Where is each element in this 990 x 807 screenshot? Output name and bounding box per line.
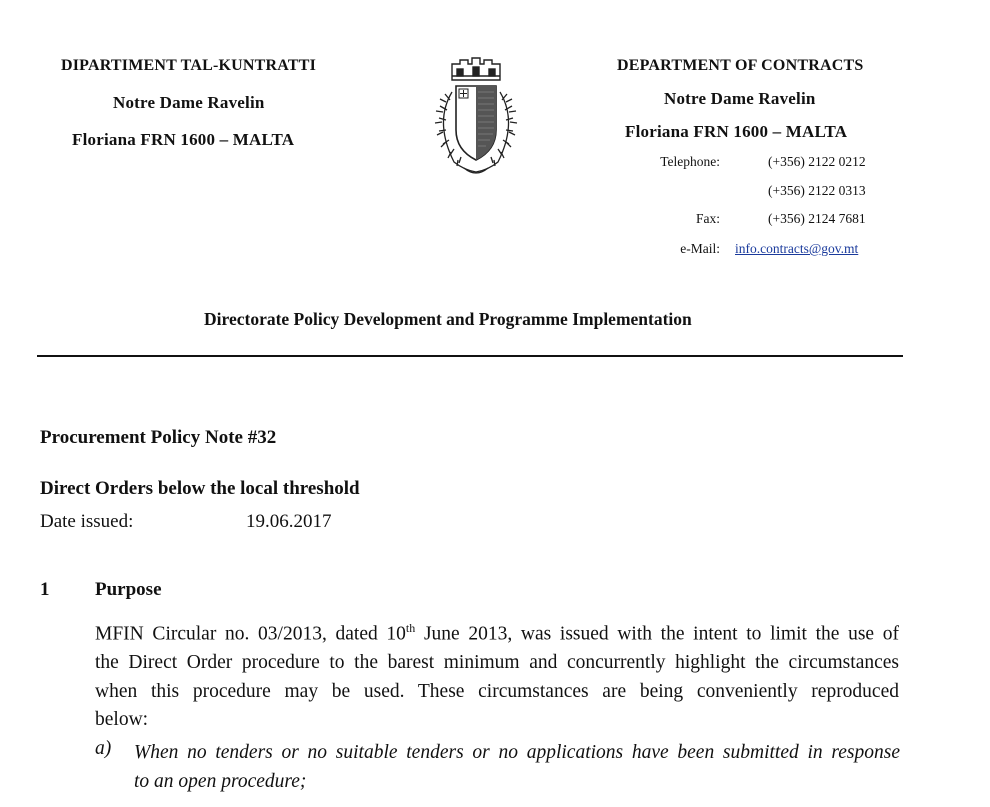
telephone-2: (+356) 2122 0313	[768, 183, 866, 198]
note-subject: Direct Orders below the local threshold	[40, 478, 360, 499]
fax-label: Fax:	[695, 211, 720, 226]
header-left-city: Floriana FRN 1600 – MALTA	[72, 130, 295, 149]
purpose-line-4: below:	[95, 709, 149, 730]
email-label: e-Mail:	[680, 241, 720, 256]
list-marker-a: a)	[95, 738, 112, 759]
purpose-line-1: MFIN Circular no. 03/2013, dated 10th June 2013, was issued with the intent to limit the use of	[95, 621, 899, 645]
header-right-title: DEPARTMENT OF CONTRACTS	[617, 57, 864, 74]
malta-coat-of-arms-icon	[424, 52, 528, 182]
list-item-a-line-2: to an open procedure;	[134, 771, 307, 792]
telephone-1: (+356) 2122 0212	[768, 154, 866, 169]
header-right-city: Floriana FRN 1600 – MALTA	[625, 122, 848, 141]
purpose-line-2: the Direct Order procedure to the barest minimum and concurrently highlight the circumstances	[95, 652, 899, 673]
telephone-label: Telephone:	[660, 154, 720, 169]
header-left-title: DIPARTIMENT TAL-KUNTRATTI	[61, 57, 316, 74]
date-issued-value: 19.06.2017	[246, 511, 332, 532]
fax-number: (+356) 2124 7681	[768, 211, 866, 226]
header-left-address: Notre Dame Ravelin	[113, 93, 265, 112]
date-issued-label: Date issued:	[40, 511, 134, 532]
list-item-a-line-1: When no tenders or no suitable tenders or no applications have been submitted in response	[134, 742, 900, 763]
email-link[interactable]: info.contracts@gov.mt	[735, 241, 859, 256]
purpose-line-3: when this procedure may be used. These circumstances are being conveniently reproduced	[95, 680, 899, 702]
header-right-address: Notre Dame Ravelin	[664, 89, 816, 108]
directorate-title: Directorate Policy Development and Programme Implementation	[204, 309, 692, 329]
section-heading: Purpose	[95, 579, 162, 600]
header-divider	[37, 355, 903, 357]
purpose-paragraph	[95, 614, 899, 735]
list-item-a	[134, 738, 900, 796]
note-title: Procurement Policy Note #32	[40, 427, 277, 448]
section-number: 1	[40, 579, 50, 600]
